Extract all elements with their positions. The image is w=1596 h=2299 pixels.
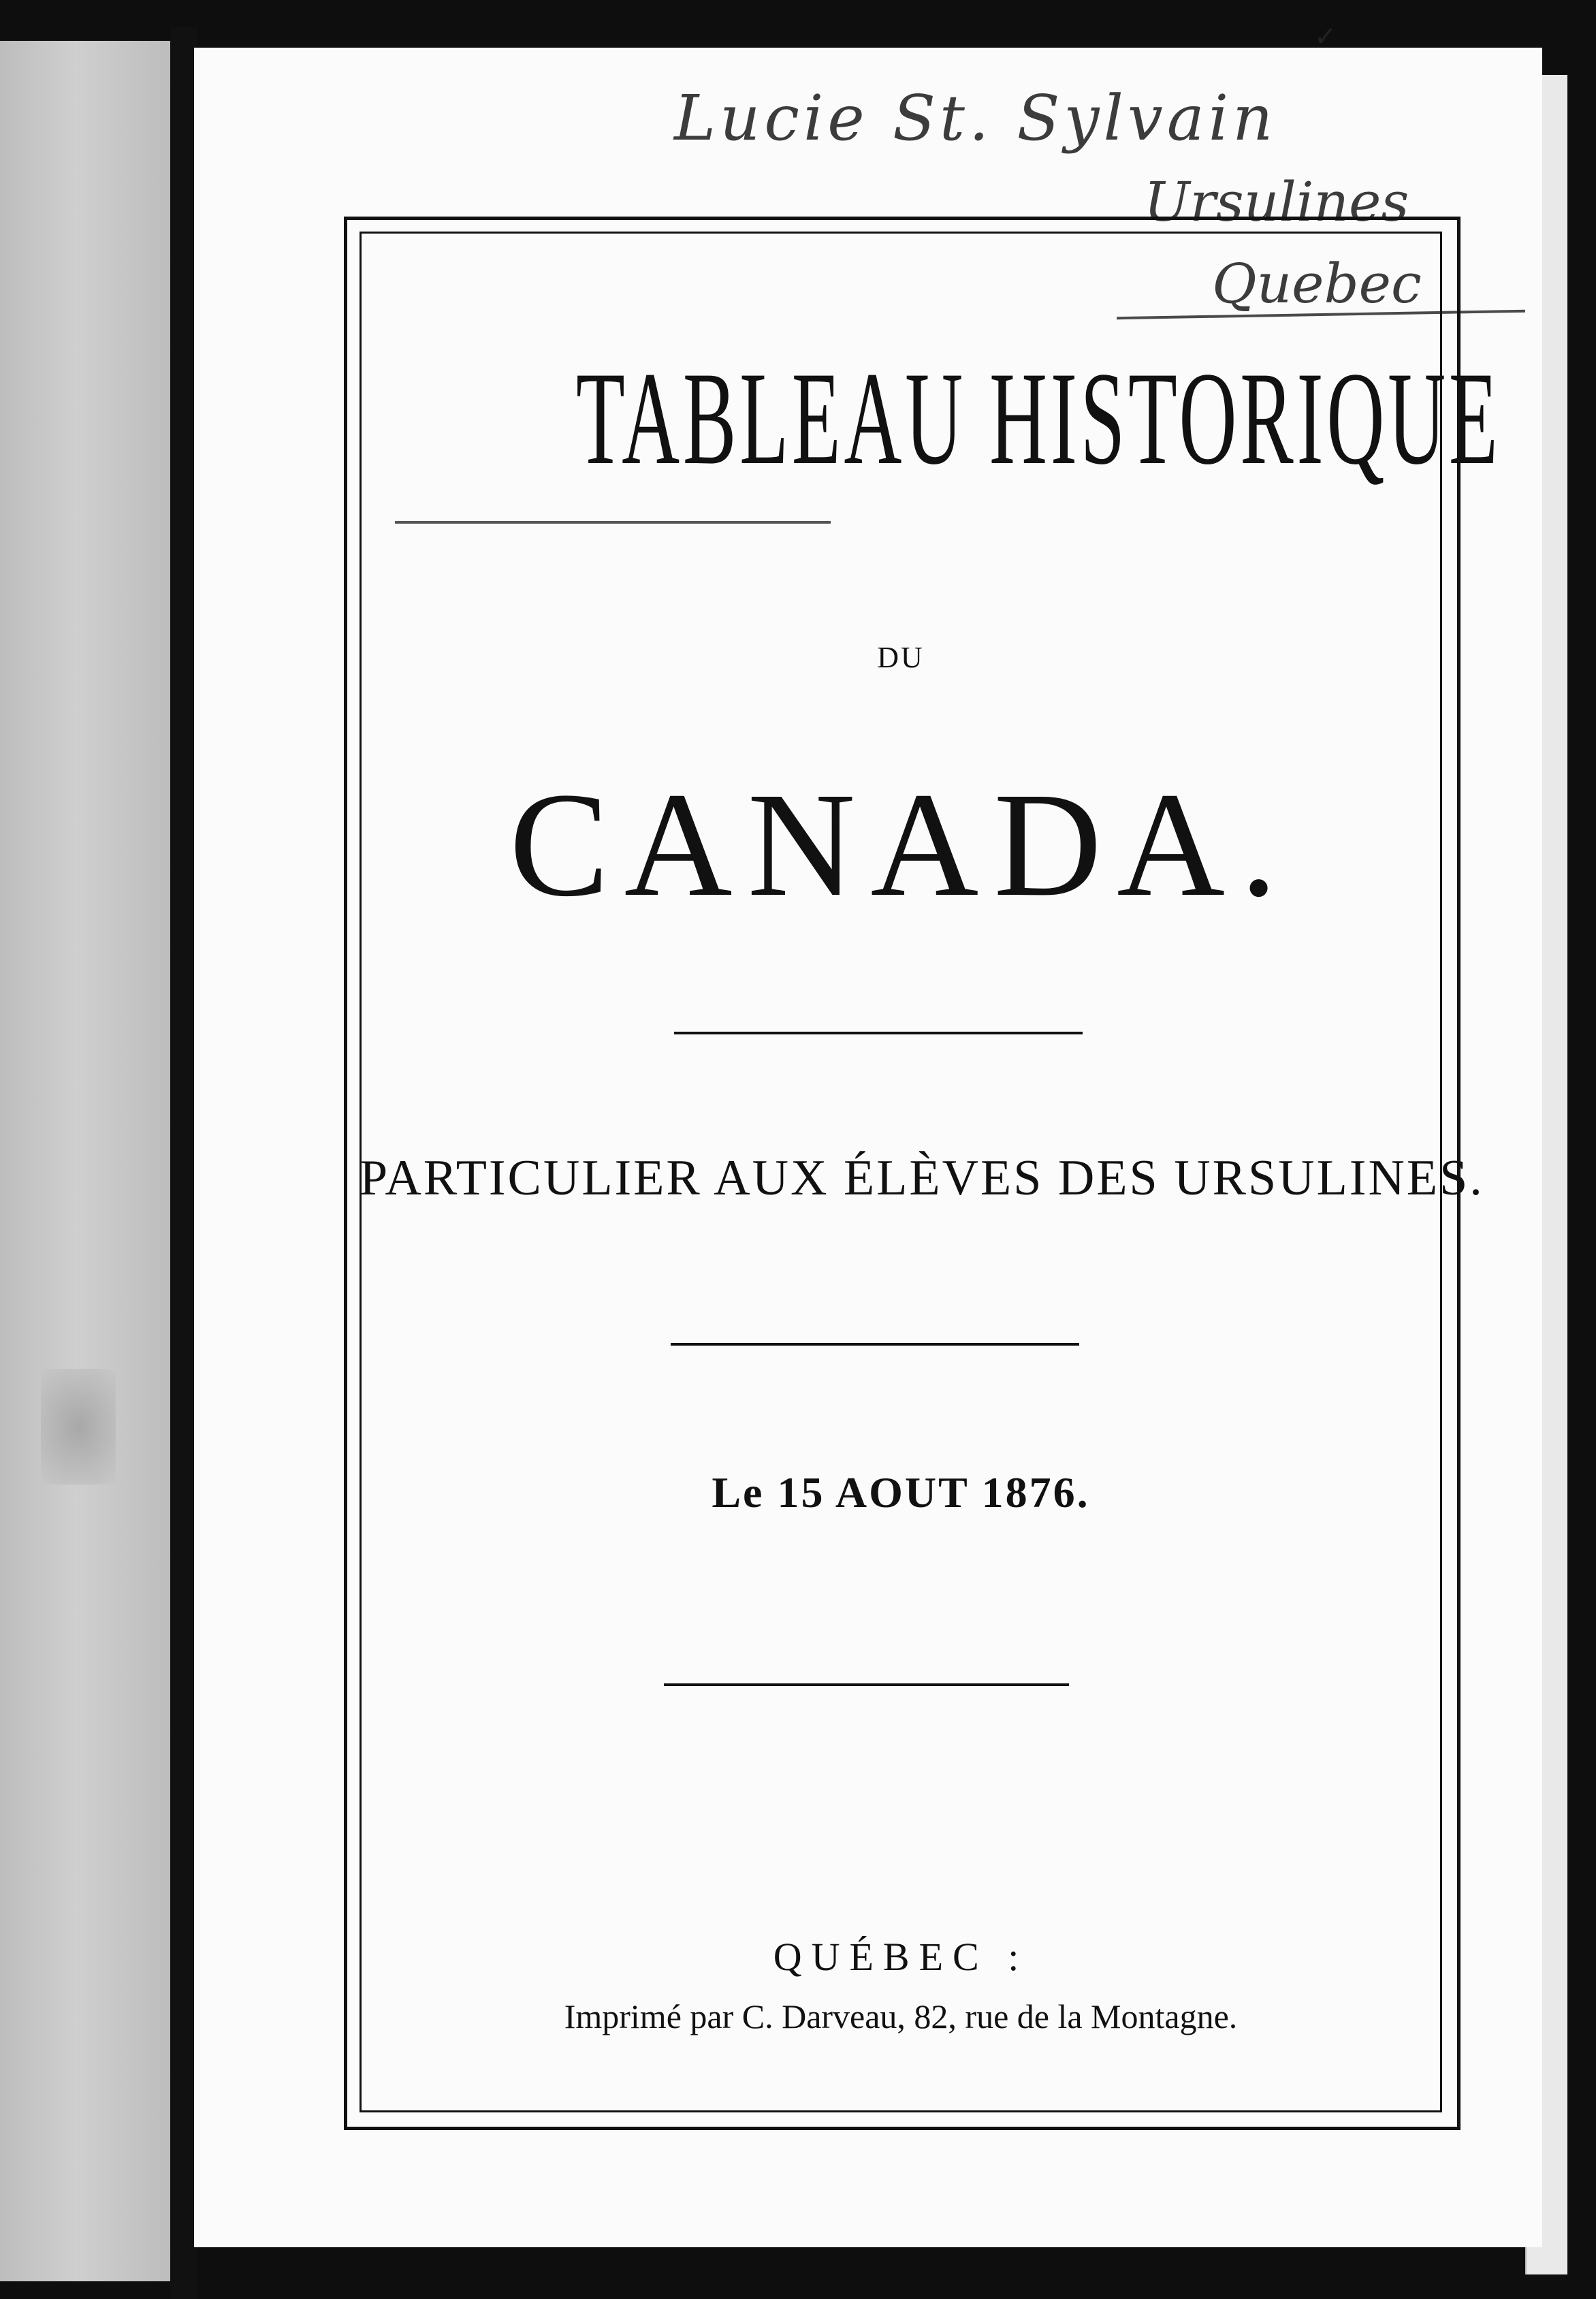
imprint-city: QUÉBEC : (773, 1935, 1029, 1979)
cover-stain (41, 1369, 116, 1485)
book-spine-gap (170, 27, 197, 2299)
subtitle: PARTICULIER AUX ÉLÈVES DES URSULINES. (360, 1150, 1484, 1206)
book-cover-board (0, 41, 174, 2281)
publication-date: Le 15 AOUT 1876. (712, 1468, 1090, 1517)
title-country: CANADA. (509, 761, 1293, 927)
title-underline-mark (395, 521, 831, 524)
corner-mark: ✓ (1314, 21, 1337, 52)
inscription-line-order: Ursulines (1144, 170, 1409, 234)
title-connector: DU (877, 641, 925, 674)
inscription-line-place: Quebec (1212, 252, 1422, 315)
imprint-printer: Imprimé par C. Darveau, 82, rue de la Montagne. (564, 1997, 1238, 2035)
divider-rule (671, 1343, 1079, 1346)
main-title: TABLEAU HISTORIQUE (576, 345, 1501, 492)
inscription-line-name: Lucie St. Sylvain (674, 82, 1277, 155)
divider-rule (664, 1683, 1069, 1686)
divider-rule (674, 1032, 1083, 1034)
